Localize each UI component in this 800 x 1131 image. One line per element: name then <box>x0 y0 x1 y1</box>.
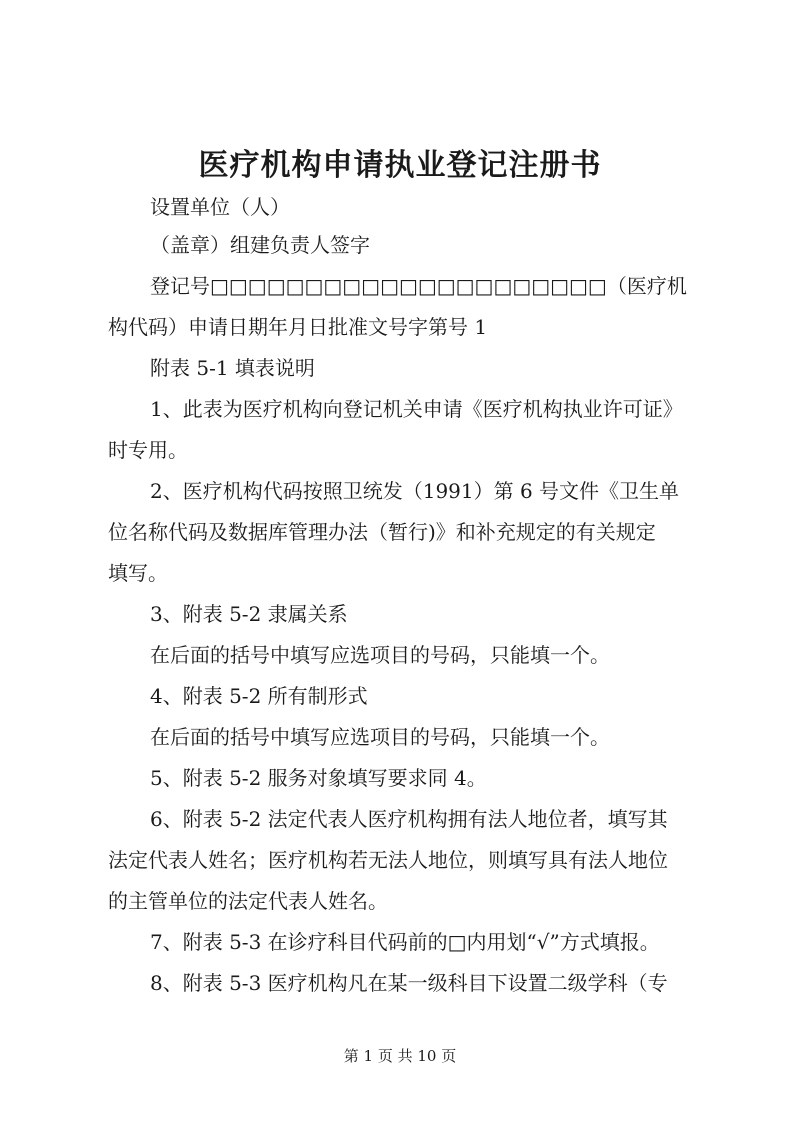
text-line-18: 的主管单位的法定代表人姓名。 <box>108 889 388 913</box>
text-line-4: 构代码）申请日期年月日批准文号字第号 1 <box>108 315 488 339</box>
text-line-1: 设置单位（人） <box>150 195 290 219</box>
text-line-14: 在后面的括号中填写应选项目的号码，只能填一个。 <box>150 725 610 749</box>
text-line-12: 在后面的括号中填写应选项目的号码，只能填一个。 <box>150 643 610 667</box>
text-line-8: 2、医疗机构代码按照卫统发（1991）第 6 号文件《卫生单 <box>150 479 680 503</box>
text-line-16: 6、附表 5-2 法定代表人医疗机构拥有法人地位者，填写其 <box>150 807 668 831</box>
text-line-13: 4、附表 5-2 所有制形式 <box>150 684 368 708</box>
text-line-2: （盖章）组建负责人签字 <box>150 233 370 257</box>
text-line-3: 登记号□□□□□□□□□□□□□□□□□□□□□（医疗机 <box>150 274 687 298</box>
text-line-10: 填写。 <box>108 561 168 585</box>
text-line-6: 1、此表为医疗机构向登记机关申请《医疗机构执业许可证》 <box>150 397 683 421</box>
text-line-20: 8、附表 5-3 医疗机构凡在某一级科目下设置二级学科（专 <box>150 971 668 995</box>
text-line-15: 5、附表 5-2 服务对象填写要求同 4。 <box>150 766 487 790</box>
page-footer: 第 1 页 共 10 页 <box>343 1047 457 1065</box>
document-title: 医疗机构申请执业登记注册书 <box>198 148 602 183</box>
text-line-17: 法定代表人姓名；医疗机构若无法人地位，则填写具有法人地位 <box>108 848 668 872</box>
text-line-11: 3、附表 5-2 隶属关系 <box>150 602 348 626</box>
text-line-5: 附表 5-1 填表说明 <box>150 356 315 380</box>
text-line-19: 7、附表 5-3 在诊疗科目代码前的□内用划“√”方式填报。 <box>150 930 660 954</box>
text-line-9: 位名称代码及数据库管理办法（暂行)》和补充规定的有关规定 <box>108 520 656 544</box>
text-line-7: 时专用。 <box>108 438 188 462</box>
